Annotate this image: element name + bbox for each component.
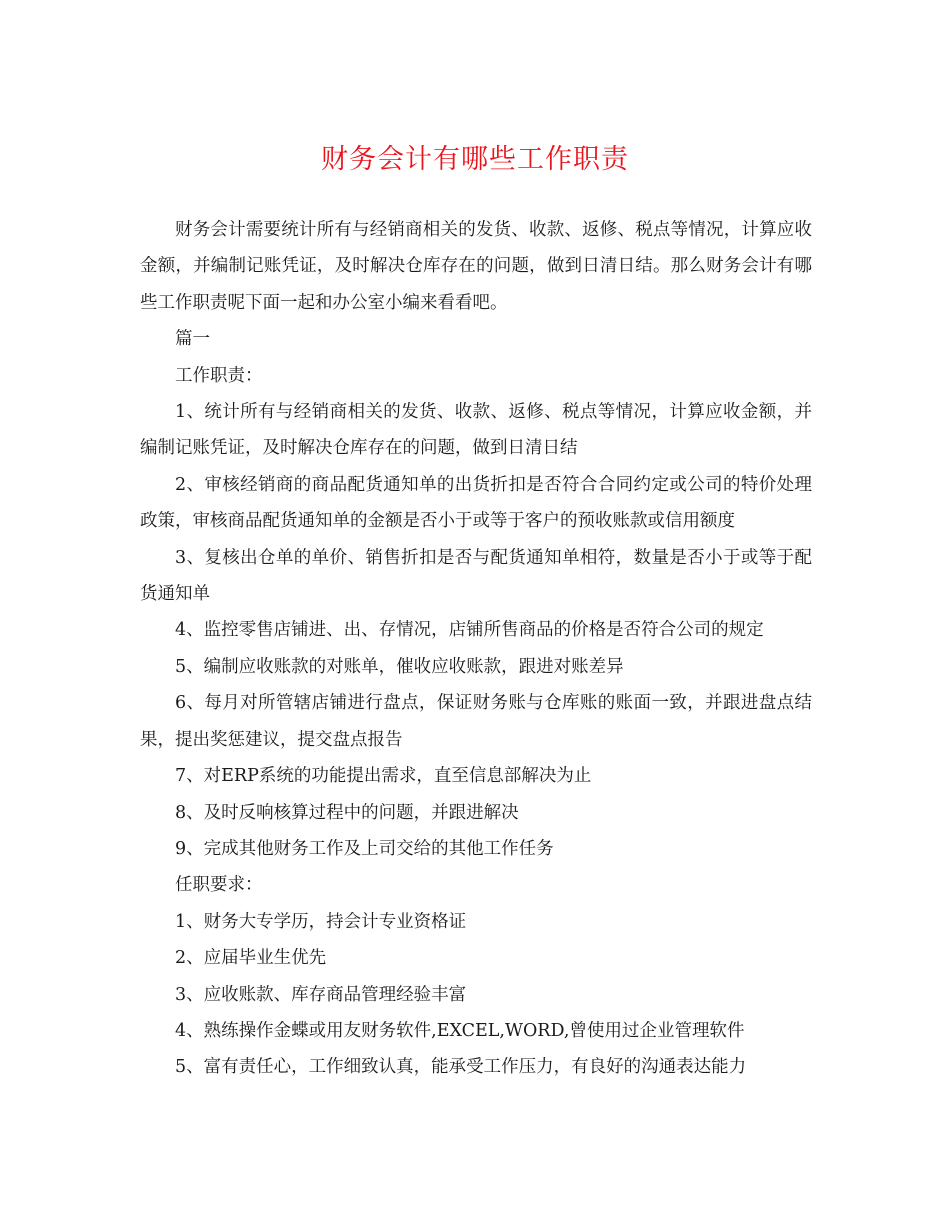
document-body xyxy=(140,212,812,1086)
duties-heading: 工作职责： xyxy=(175,365,263,386)
duty-item-5: 5、编制应收账款的对账单，催收应收账款，跟进对账差异 xyxy=(175,656,624,677)
requirement-item-3: 3、应收账款、库存商品管理经验丰富 xyxy=(175,984,467,1005)
requirement-item-5: 5、富有责任心，工作细致认真，能承受工作压力，有良好的沟通表达能力 xyxy=(175,1057,747,1078)
duty-item-6: 6、每月对所管辖店铺进行盘点，保证财务账与仓库账的账面一致，并跟进盘点结果，提出奖惩建议，提交盘点报告 xyxy=(140,693,812,750)
duty-item-4: 4、监控零售店铺进、出、存情况，店铺所售商品的价格是否符合公司的规定 xyxy=(175,620,764,641)
section-heading-part-one: 篇一 xyxy=(175,329,210,350)
duty-item-7: 7、对ERP系统的功能提出需求，直至信息部解决为止 xyxy=(175,766,592,787)
duty-item-8: 8、及时反响核算过程中的问题，并跟进解决 xyxy=(175,802,519,823)
duty-item-9: 9、完成其他财务工作及上司交给的其他工作任务 xyxy=(175,838,554,859)
requirement-item-1: 1、财务大专学历，持会计专业资格证 xyxy=(175,911,467,932)
document-title: 财务会计有哪些工作职责 xyxy=(321,144,629,175)
intro-paragraph: 财务会计需要统计所有与经销商相关的发货、收款、返修、税点等情况，计算应收金额，并编制记账凭证，及时解决仓库存在的问题，做到日清日结。那么财务会计有哪些工作职责呢下面一起和办公室小编来看看吧。 xyxy=(140,220,812,313)
duty-item-2: 2、审核经销商的商品配货通知单的出货折扣是否符合合同约定或公司的特价处理政策，审核商品配货通知单的金额是否小于或等于客户的预收账款或信用额度 xyxy=(140,474,812,532)
requirement-item-4: 4、熟练操作金蝶或用友财务软件,EXCEL,WORD,曾使用过企业管理软件 xyxy=(175,1020,745,1041)
requirement-item-2: 2、应届毕业生优先 xyxy=(175,948,327,969)
requirements-heading: 任职要求： xyxy=(175,875,263,896)
duty-item-1: 1、统计所有与经销商相关的发货、收款、返修、税点等情况，计算应收金额，并编制记账凭证，及时解决仓库存在的问题，做到日清日结 xyxy=(140,402,812,459)
duty-item-3: 3、复核出仓单的单价、销售折扣是否与配货通知单相符，数量是否小于或等于配货通知单 xyxy=(140,547,812,605)
